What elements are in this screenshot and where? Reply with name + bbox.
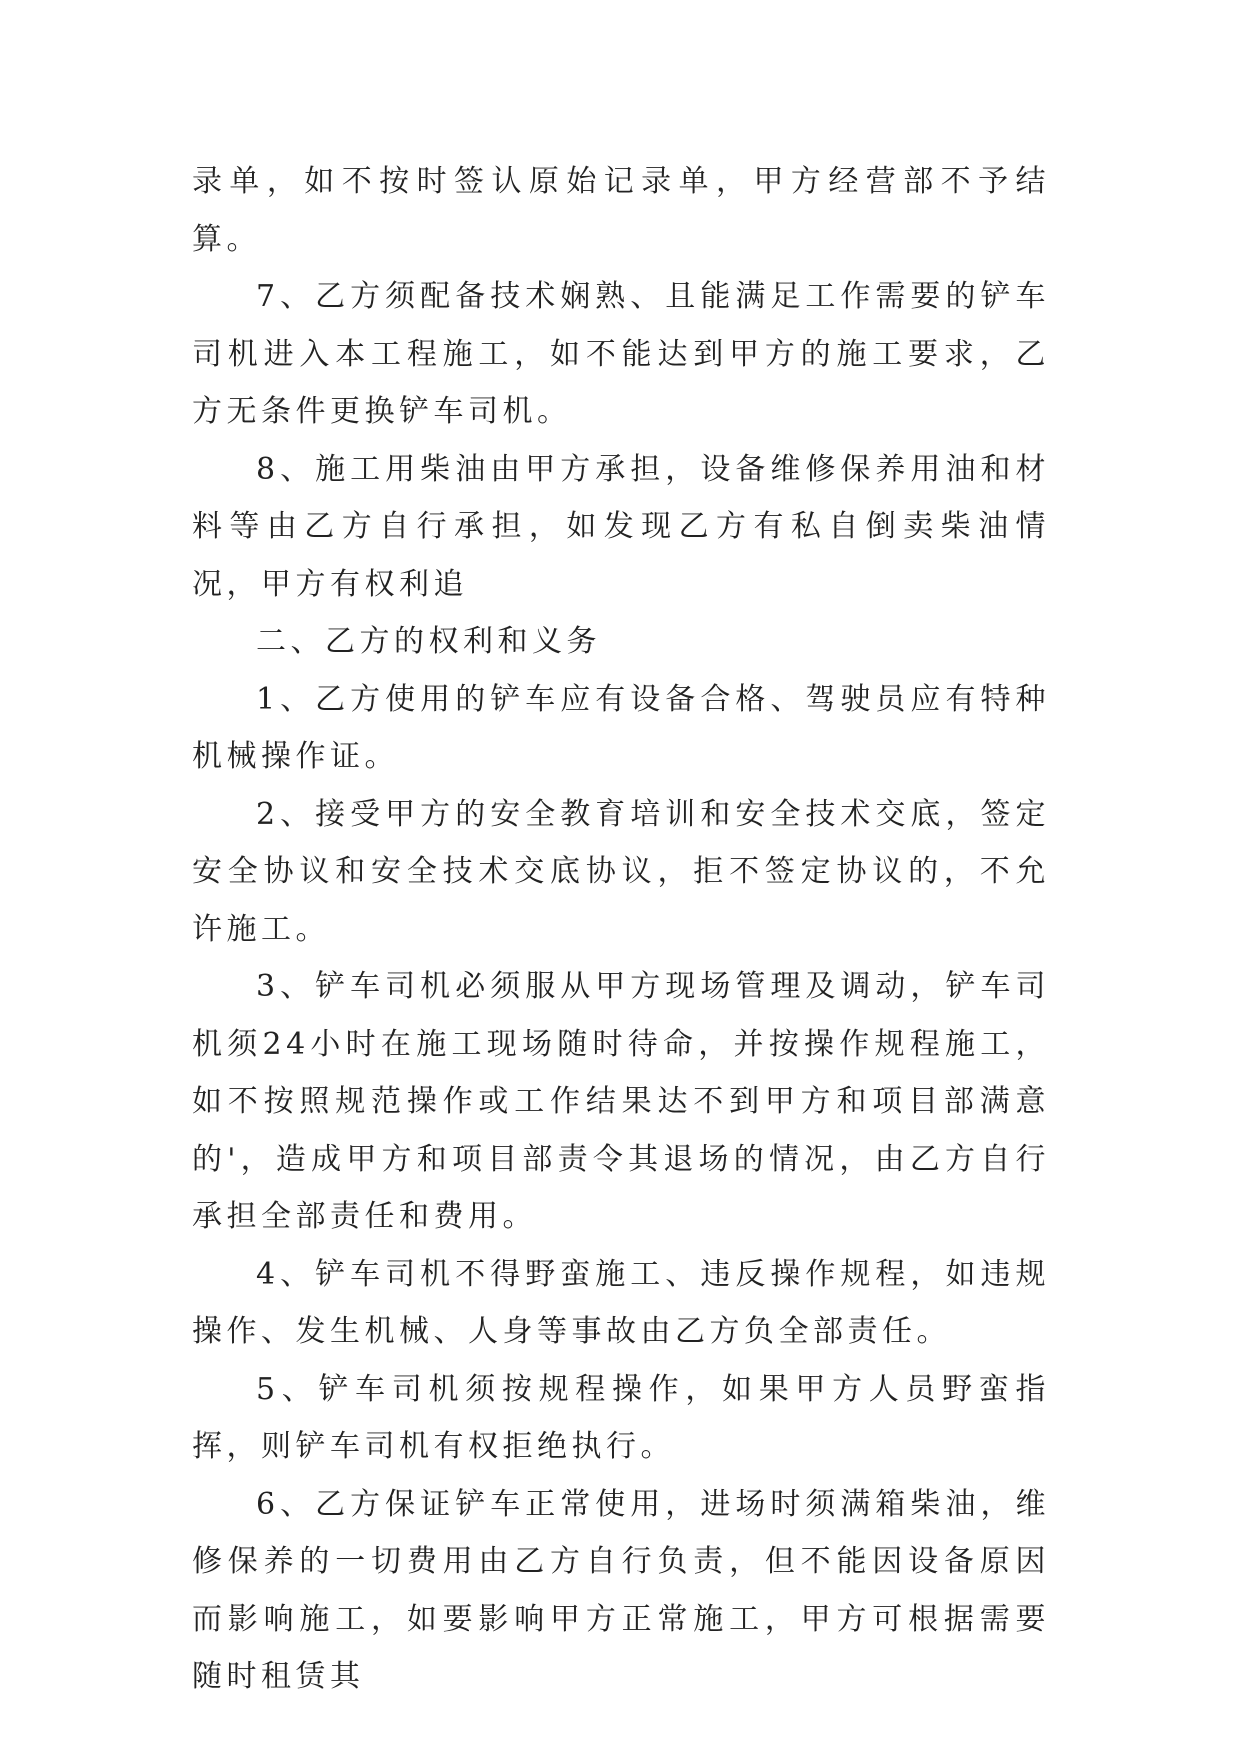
paragraph-b-clause-1: 1、乙方使用的铲车应有设备合格、驾驶员应有特种机械操作证。: [192, 681, 1050, 774]
paragraph-clause-7: 7、乙方须配备技术娴熟、且能满足工作需要的铲车司机进入本工程施工，如不能达到甲方的施工要求，乙方无条件更换铲车司机。: [192, 279, 1050, 429]
paragraph-b-clause-4: 4、铲车司机不得野蛮施工、违反操作规程，如违规操作、发生机械、人身等事故由乙方负全部责任。: [192, 1256, 1050, 1349]
paragraph-b-clause-2: 2、接受甲方的安全教育培训和安全技术交底，签定安全协议和安全技术交底协议，拒不签定协议的，不允许施工。: [192, 796, 1050, 947]
paragraph-b-clause-5: 5、铲车司机须按规程操作，如果甲方人员野蛮指挥，则铲车司机有权拒绝执行。: [192, 1371, 1050, 1464]
paragraph-b-clause-6: 6、乙方保证铲车正常使用，进场时须满箱柴油，维修保养的一切费用由乙方自行负责，但不能因设备原因而影响施工，如要影响甲方正常施工，甲方可根据需要随时租赁其: [192, 1486, 1050, 1694]
paragraph-continuation: 录单，如不按时签认原始记录单，甲方经营部不予结算。: [192, 164, 1050, 257]
document-body: [192, 153, 1050, 1706]
paragraph-clause-8: 8、施工用柴油由甲方承担，设备维修保养用油和材料等由乙方自行承担，如发现乙方有私自倒卖柴油情况，甲方有权利追: [192, 451, 1050, 602]
section-heading-party-b-rights: 二、乙方的权利和义务: [256, 624, 601, 659]
paragraph-b-clause-3: 3、铲车司机必须服从甲方现场管理及调动，铲车司机须24小时在施工现场随时待命，并按操作规程施工，如不按照规范操作或工作结果达不到甲方和项目部满意的'，造成甲方和项目部责令其退场的情况，由乙方自行承担全部责任和费用。: [192, 969, 1050, 1234]
